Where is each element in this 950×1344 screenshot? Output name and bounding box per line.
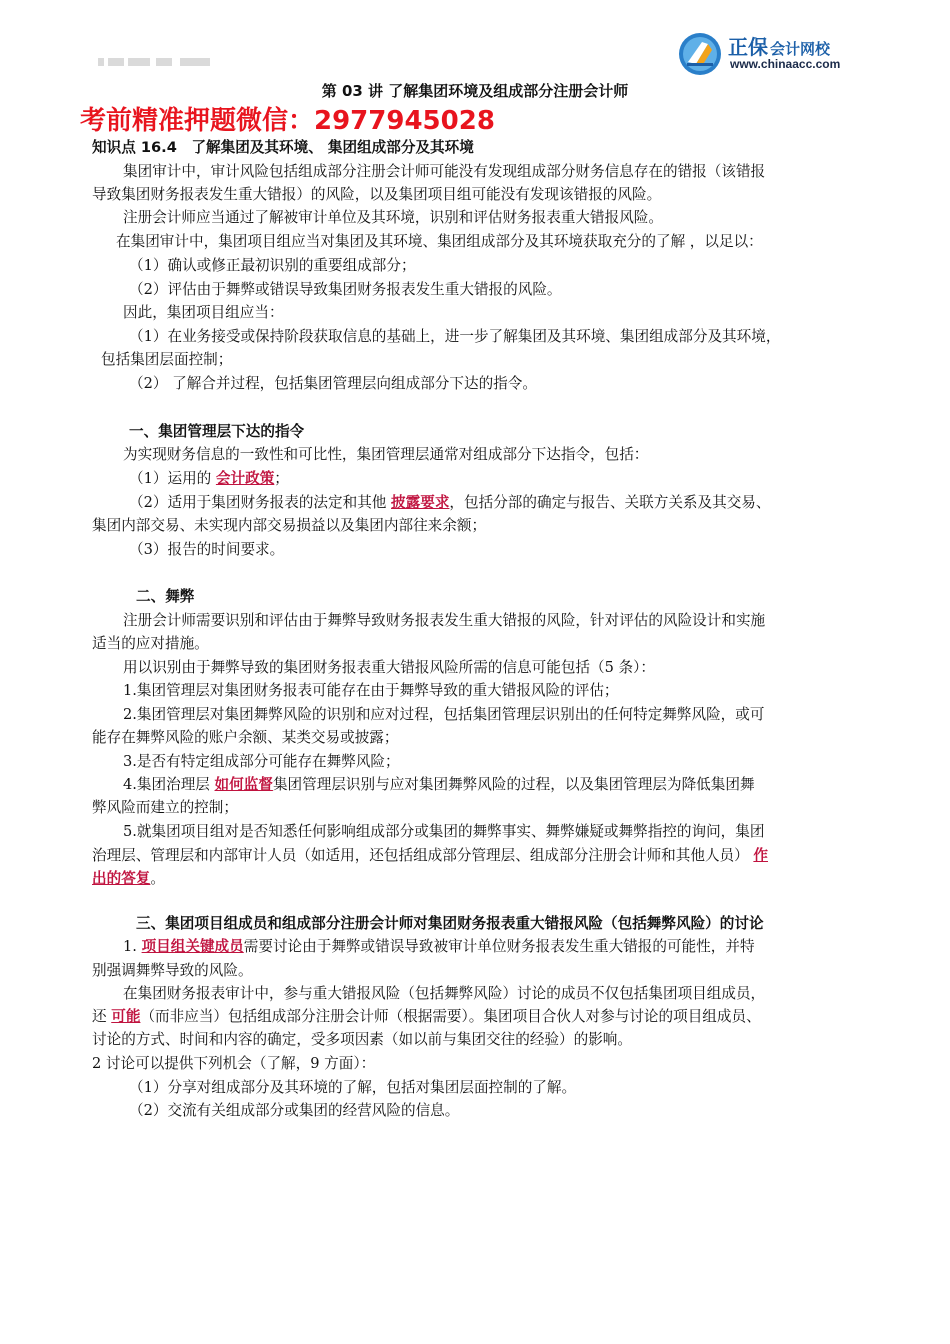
- section-paragraph: 在集团财务报表审计中，参与重大错报风险（包括舞弊风险）讨论的成员不仅包括集团项目组成员，: [123, 985, 766, 1002]
- promo-banner: 考前精准押题微信：2977945028: [80, 106, 495, 136]
- list-item: （3）报告的时间要求。: [129, 541, 285, 558]
- section-paragraph: 用以识别由于舞弊导致的集团财务报表重大错报风险所需的信息可能包括（5 条）：: [123, 659, 656, 676]
- section-heading: 一、集团管理层下达的指令: [129, 423, 305, 440]
- lecture-title: 第 03 讲 了解集团环境及组成部分注册会计师: [321, 82, 629, 100]
- list-item-text: ，包括分部的确定与报告、关联方关系及其交易、: [449, 494, 771, 511]
- response-link[interactable]: 作: [753, 847, 768, 864]
- list-item: 1.集团管理层对集团财务报表可能存在由于舞弊导致的重大错报风险的评估；: [123, 682, 619, 699]
- list-item: 集团内部交易、未实现内部交易损益以及集团内部往来余额；: [92, 517, 487, 534]
- paragraph-text: （而非应当）包括组成部分注册会计师（根据需要）。集团项目合伙人对参与讨论的项目组成员、: [140, 1008, 761, 1025]
- intro-paragraph: 在集团审计中，集团项目组应当对集团及其环境、集团组成部分及其环境获取充分的了解 ，以足以：: [116, 233, 763, 250]
- may-link[interactable]: 可能: [111, 1008, 141, 1025]
- section-paragraph: 2 讨论可以提供下列机会（了解，9 方面）：: [92, 1055, 376, 1072]
- header-smudge: [98, 58, 210, 66]
- list-item-text: （2）适用于集团财务报表的法定和其他: [129, 494, 392, 511]
- response-link[interactable]: 出的答复: [92, 870, 151, 887]
- accounting-policy-link[interactable]: 会计政策: [215, 470, 275, 487]
- intro-paragraph: 集团审计中，审计风险包括组成部分注册会计师可能没有发现组成部分财务信息存在的错报（该错报: [123, 163, 766, 180]
- list-item: 包括集团层面控制；: [101, 351, 233, 368]
- list-item: [92, 869, 165, 889]
- key-members-link[interactable]: 项目组关键成员: [141, 938, 244, 955]
- list-item: 3.是否有特定组成部分可能存在舞弊风险；: [123, 753, 400, 770]
- list-item: （1）分享对组成部分及其环境的了解，包括对集团层面控制的了解。: [129, 1079, 577, 1096]
- list-item-text: 4.集团治理层: [123, 776, 215, 793]
- list-item: [129, 493, 771, 513]
- list-item: 2.集团管理层对集团舞弊风险的识别和应对过程，包括集团管理层识别出的任何特定舞弊风险，或可: [123, 706, 765, 723]
- paragraph-text: 1.: [123, 938, 142, 955]
- logo-brand-text: [728, 31, 830, 60]
- intro-paragraph: 注册会计师应当通过了解被审计单位及其环境，识别和评估财务报表重大错报风险。: [123, 209, 663, 226]
- disclosure-requirements-link[interactable]: 披露要求: [391, 494, 450, 511]
- logo-brand-main: 正保: [728, 35, 768, 59]
- knowledge-point-heading: 知识点 16.4 了解集团及其环境、 集团组成部分及其环境: [92, 139, 474, 156]
- list-item-text: 集团管理层识别与应对集团舞弊风险的过程，以及集团管理层为降低集团舞: [272, 776, 755, 793]
- logo-brand-sub: 会计网校: [770, 40, 831, 58]
- how-to-supervise-link[interactable]: 如何监督: [214, 776, 273, 793]
- chinaacc-logo: [678, 30, 868, 76]
- list-item: 弊风险而建立的控制；: [92, 799, 238, 816]
- logo-url: www.chinaacc.com: [730, 57, 841, 71]
- paragraph-text: 需要讨论由于舞弊或错误导致被审计单位财务报表发生重大错报的可能性，并特: [243, 938, 755, 955]
- section-paragraph: [92, 1007, 761, 1027]
- intro-paragraph: 导致集团财务报表发生重大错报）的风险，以及集团项目组可能没有发现该错报的风险。: [92, 186, 662, 203]
- section-heading: 二、舞弊: [136, 588, 195, 605]
- list-item: 5.就集团项目组对是否知悉任何影响组成部分或集团的舞弊事实、舞弊嫌疑或舞弊指控的询问，集团: [123, 823, 765, 840]
- list-item-text: 治理层、管理层和内部审计人员（如适用，还包括组成部分管理层、组成部分注册会计师和其他人员）: [92, 847, 754, 864]
- list-item-text: 。: [150, 870, 165, 887]
- list-item: （2） 了解合并过程，包括集团管理层向组成部分下达的指令。: [129, 375, 537, 392]
- section-heading: 三、集团项目组成员和组成部分注册会计师对集团财务报表重大错报风险（包括舞弊风险）的讨论: [136, 915, 764, 932]
- intro-paragraph: 因此，集团项目组应当：: [123, 304, 284, 321]
- section-paragraph: 注册会计师需要识别和评估由于舞弊导致财务报表发生重大错报的风险，针对评估的风险设计和实施: [123, 612, 766, 629]
- section-paragraph: 讨论的方式、时间和内容的确定，受多项因素（如以前与集团交往的经验）的影响。: [92, 1031, 632, 1048]
- section-paragraph: 别强调舞弊导致的风险。: [92, 962, 253, 979]
- list-item: 能存在舞弊风险的账户余额、某类交易或披露；: [92, 729, 399, 746]
- section-paragraph: 适当的应对措施。: [92, 635, 209, 652]
- logo-emblem-icon: [678, 32, 722, 76]
- section-paragraph: [123, 937, 755, 957]
- list-item: [123, 775, 755, 795]
- list-item-text: ；: [274, 470, 289, 487]
- list-item: （2）评估由于舞弊或错误导致集团财务报表发生重大错报的风险。: [129, 281, 562, 298]
- list-item: （2）交流有关组成部分或集团的经营风险的信息。: [129, 1102, 460, 1119]
- list-item: （1）在业务接受或保持阶段获取信息的基础上，进一步了解集团及其环境、集团组成部分及其环境，: [129, 328, 781, 345]
- section-paragraph: 为实现财务信息的一致性和可比性，集团管理层通常对组成部分下达指令，包括：: [123, 446, 649, 463]
- list-item: （1）确认或修正最初识别的重要组成部分；: [129, 257, 416, 274]
- list-item: [92, 846, 768, 866]
- paragraph-text: 还: [92, 1008, 112, 1025]
- list-item-text: （1）运用的: [129, 470, 216, 487]
- list-item: [129, 469, 289, 489]
